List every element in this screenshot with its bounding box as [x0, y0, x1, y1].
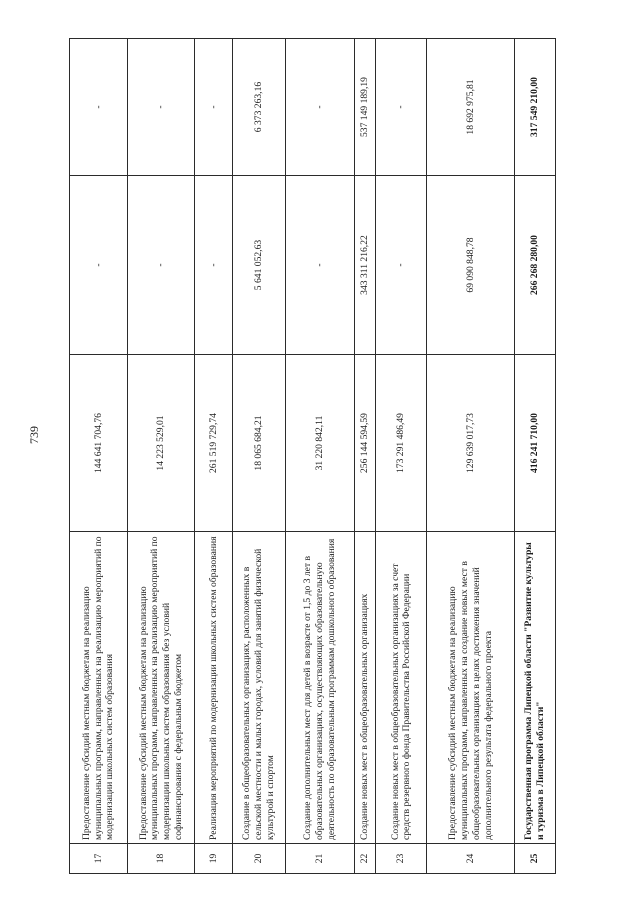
row-description: Предоставление субсидий местным бюджетам на реализацию муниципальных программ, направленных на реализацию мероприятий по модернизации школьных систем образования [70, 532, 128, 844]
row-amount-1: 129 639 017,73 [427, 355, 515, 532]
row-amount-3: - [376, 39, 427, 176]
row-amount-1: 144 641 704,76 [70, 355, 128, 532]
row-number: 24 [427, 844, 515, 874]
row-amount-2: 266 268 280,00 [515, 176, 556, 355]
row-amount-2: 343 311 216,22 [354, 176, 375, 355]
table-row [70, 39, 128, 874]
row-description: Реализация мероприятий по модернизации школьных систем образования [195, 532, 232, 844]
row-amount-3: - [70, 39, 128, 176]
row-amount-2: - [70, 176, 128, 355]
table-row [286, 39, 355, 874]
row-description: Создание дополнительных мест для детей в возрасте от 1,5 до 3 лет в образовательных организациях, осуществляющих образовательную деятельность по образовательным программам дошкольного образования [286, 532, 355, 844]
row-number: 21 [286, 844, 355, 874]
row-amount-3: - [195, 39, 232, 176]
row-amount-1: 31 220 842,11 [286, 355, 355, 532]
row-number: 18 [127, 844, 194, 874]
row-number: 19 [195, 844, 232, 874]
budget-table-rotated [69, 40, 556, 874]
table-row [354, 39, 375, 874]
row-amount-2: - [195, 176, 232, 355]
table-row [427, 39, 515, 874]
row-description: Предоставление субсидий местным бюджетам на реализацию муниципальных программ, направленных на реализацию мероприятий по модернизации школьных систем образования без условий софинансирования с федеральным бюджетом [127, 532, 194, 844]
row-amount-1: 18 065 684,21 [232, 355, 286, 532]
page-number: 739 [27, 426, 41, 444]
row-amount-2: 69 090 848,78 [427, 176, 515, 355]
row-amount-1: 261 519 729,74 [195, 355, 232, 532]
table-row-total [515, 39, 556, 874]
row-number: 20 [232, 844, 286, 874]
row-number: 23 [376, 844, 427, 874]
row-amount-1: 173 291 486,49 [376, 355, 427, 532]
row-amount-3: 18 692 975,81 [427, 39, 515, 176]
row-amount-2: 5 641 052,63 [232, 176, 286, 355]
table-row [127, 39, 194, 874]
row-amount-3: 537 149 189,19 [354, 39, 375, 176]
row-amount-3: - [286, 39, 355, 176]
row-number: 17 [70, 844, 128, 874]
row-amount-3: - [127, 39, 194, 176]
row-description: Предоставление субсидий местным бюджетам на реализацию муниципальных программ, направленных на создание новых мест в общеобразовательных организациях в целях достижения значений дополнительного результата федерального проекта [427, 532, 515, 844]
row-number: 22 [354, 844, 375, 874]
row-number: 25 [515, 844, 556, 874]
table-row [376, 39, 427, 874]
row-amount-3: 6 373 263,16 [232, 39, 286, 176]
table-row [195, 39, 232, 874]
row-amount-3: 317 549 210,00 [515, 39, 556, 176]
row-description: Создание новых мест в общеобразовательных организациях за счет средств резервного фонда Правительства Российской Федерации [376, 532, 427, 844]
row-description: Государственная программа Липецкой области "Развитие культуры и туризма в Липецкой области" [515, 532, 556, 844]
row-description: Создание в общеобразовательных организациях, расположенных в сельской местности и малых городах, условий для занятий физической культурой и спортом [232, 532, 286, 844]
row-amount-2: - [286, 176, 355, 355]
row-amount-2: - [376, 176, 427, 355]
row-description: Создание новых мест в общеобразовательных организациях [354, 532, 375, 844]
budget-table [69, 38, 556, 874]
row-amount-1: 416 241 710,00 [515, 355, 556, 532]
row-amount-1: 256 144 594,59 [354, 355, 375, 532]
row-amount-2: - [127, 176, 194, 355]
row-amount-1: 14 223 529,01 [127, 355, 194, 532]
table-row [232, 39, 286, 874]
